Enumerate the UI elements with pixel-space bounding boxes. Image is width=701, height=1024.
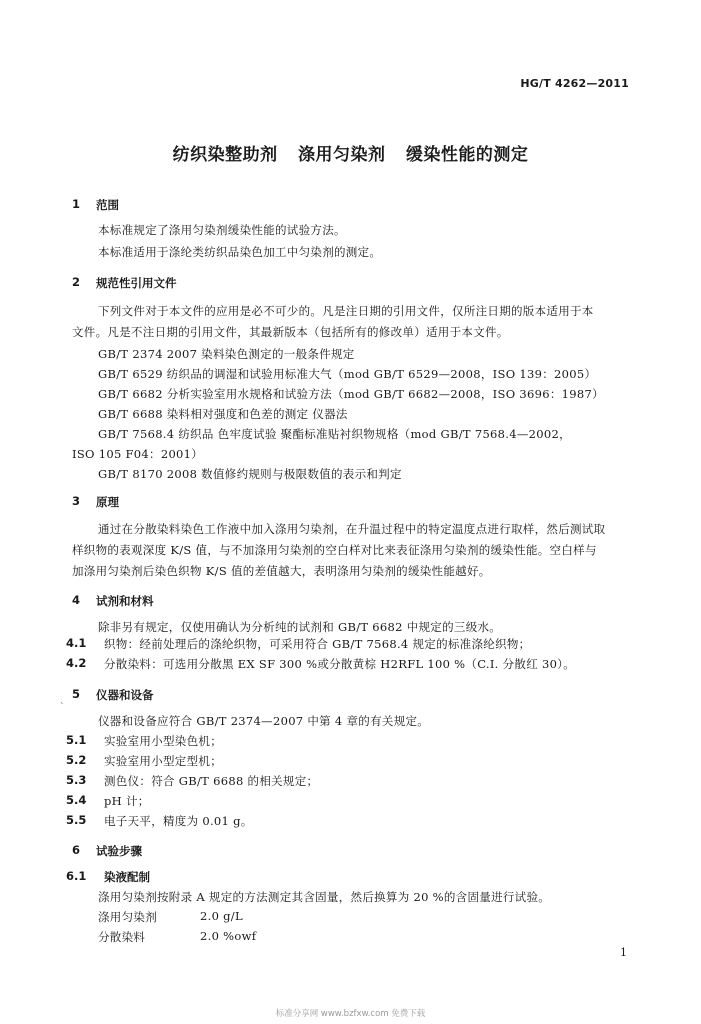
section-2-paragraph-line-1: 下列文件对于本文件的应用是必不可少的。凡是注日期的引用文件，仅所注日期的版本适用于本	[98, 304, 594, 318]
section-4-paragraph-1: 除非另有规定，仅使用确认为分析纯的试剂和 GB/T 6682 中规定的三级水。	[98, 620, 502, 634]
clause-number: 5.2	[66, 753, 87, 767]
standard-code: HG/T 4262—2011	[520, 77, 629, 90]
section-3-title: 原理	[96, 495, 119, 509]
page-number: 1	[620, 946, 627, 959]
section-3-line-2: 样织物的表观深度 K/S 值，与不加涤用匀染剂的空白样对比来表征涤用匀染剂的缓染性能。空白样与	[72, 543, 597, 557]
clause-text: 测色仪：符合 GB/T 6688 的相关规定；	[104, 774, 319, 788]
section-2-paragraph-line-2: 文件。凡是不注日期的引用文件，其最新版本（包括所有的修改单）适用于本文件。	[72, 325, 509, 339]
stray-mark: `	[60, 703, 65, 713]
section-1-number: 1	[72, 197, 81, 211]
reference-item: GB/T 6682 分析实验室用水规格和试验方法（mod GB/T 6682—2008，ISO 3696：1987）	[98, 387, 604, 401]
clause-text: 织物：经前处理后的涤纶织物，可采用符合 GB/T 7568.4 规定的标准涤纶织物；	[104, 637, 531, 651]
section-5-title: 仪器和设备	[96, 688, 154, 702]
clause-text: 实验室用小型染色机；	[104, 734, 222, 748]
section-5-paragraph-1: 仪器和设备应符合 GB/T 2374—2007 中第 4 章的有关规定。	[98, 714, 430, 728]
clause-text: pH 计；	[104, 794, 150, 808]
formula-value: 2.0 %owf	[200, 929, 257, 943]
footer-watermark: 标准分享网 www.bzfxw.com 免费下载	[275, 1009, 426, 1019]
subsection-title: 染液配制	[104, 870, 150, 884]
section-3-line-3: 加涤用匀染剂后染色织物 K/S 值的差值越大，表明涤用匀染剂的缓染性能越好。	[72, 564, 491, 578]
clause-number: 5.1	[66, 733, 87, 747]
reference-item: GB/T 2374 2007 染料染色测定的一般条件规定	[98, 347, 355, 361]
formula-label: 涤用匀染剂	[98, 910, 157, 924]
reference-item: GB/T 8170 2008 数值修约规则与极限数值的表示和判定	[98, 467, 402, 481]
section-1-paragraph-2: 本标准适用于涤纶类纺织品染色加工中匀染剂的测定。	[98, 245, 382, 259]
section-2-number: 2	[72, 275, 81, 289]
formula-label: 分散染料	[98, 930, 146, 944]
formula-value: 2.0 g/L	[200, 909, 243, 923]
section-6-title: 试验步骤	[96, 844, 142, 858]
clause-number: 4.1	[66, 636, 87, 650]
section-3-line-1: 通过在分散染料染色工作液中加入涤用匀染剂，在升温过程中的特定温度点进行取样，然后测试取	[98, 522, 606, 536]
clause-number: 5.5	[66, 813, 87, 827]
section-3-number: 3	[72, 494, 81, 508]
reference-item: GB/T 7568.4 纺织品 色牢度试验 聚酯标准贴衬织物规格（mod GB/T 7568.4—2002，	[98, 427, 571, 441]
section-1-paragraph-1: 本标准规定了涤用匀染剂缓染性能的试验方法。	[98, 223, 346, 237]
clause-number: 4.2	[66, 656, 87, 670]
clause-text: 实验室用小型定型机；	[104, 754, 222, 768]
section-6-number: 6	[72, 843, 81, 857]
reference-item-continuation: ISO 105 F04：2001）	[72, 447, 204, 461]
clause-text: 分散染料：可选用分散黑 EX SF 300 %或分散黄棕 H2RFL 100 %（C.I. 分散红 30）。	[104, 657, 576, 671]
clause-number: 5.4	[66, 793, 87, 807]
section-4-title: 试剂和材料	[96, 594, 154, 608]
section-5-number: 5	[72, 687, 81, 701]
section-2-title: 规范性引用文件	[96, 276, 177, 290]
reference-item: GB/T 6529 纺织品的调湿和试验用标准大气（mod GB/T 6529—2008，ISO 139：2005）	[98, 367, 597, 381]
document-title: 纺织染整助剂 涤用匀染剂 缓染性能的测定	[172, 145, 529, 165]
section-4-number: 4	[72, 593, 81, 607]
section-1-title: 范围	[96, 198, 119, 212]
section-6-paragraph-1: 涤用匀染剂按附录 A 规定的方法测定其含固量，然后换算为 20 %的含固量进行试验。	[98, 890, 551, 904]
clause-number: 5.3	[66, 773, 87, 787]
reference-item: GB/T 6688 染料相对强度和色差的测定 仪器法	[98, 407, 348, 421]
subsection-number: 6.1	[66, 869, 87, 883]
clause-text: 电子天平，精度为 0.01 g。	[104, 814, 253, 828]
